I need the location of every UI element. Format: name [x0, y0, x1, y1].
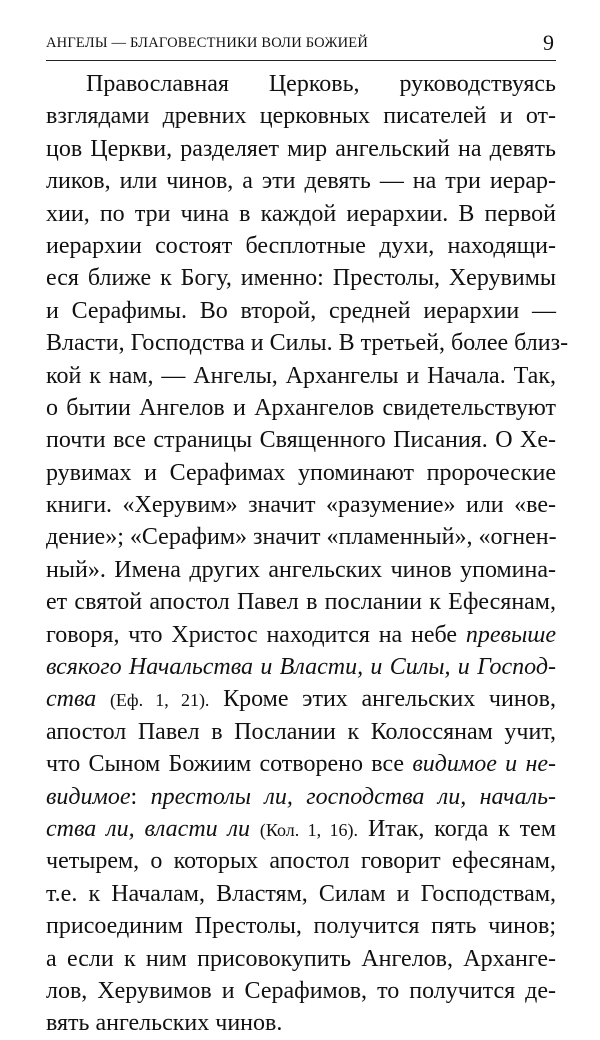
- text-segment: апостол Павел в Послании к Колоссянам учит,: [46, 718, 556, 745]
- italic-text: видимое и не-: [412, 751, 557, 778]
- text-segment: иерархии состоят бесплотные духи, находящи-: [46, 232, 556, 259]
- text-line: [46, 910, 556, 942]
- text-segment: хии, по три чина в каждой иерархии. В первой: [46, 200, 556, 227]
- text-segment: ликов, или чинов, а эти девять — на три иерар-: [46, 168, 556, 195]
- text-segment: [250, 816, 260, 842]
- text-line: [46, 360, 556, 392]
- text-line: [46, 716, 556, 748]
- text-line: [46, 327, 569, 359]
- text-segment: еся ближе к Богу, именно: Престолы, Херувимы: [46, 265, 556, 292]
- text-line: [46, 230, 556, 262]
- text-line: [46, 100, 556, 132]
- text-segment: говоря, что Христос находится на небе: [46, 621, 466, 648]
- text-line: [46, 943, 556, 975]
- text-line: [46, 651, 556, 683]
- text-segment: о бытии Ангелов и Архангелов свидетельствуют: [46, 394, 556, 421]
- italic-text: престолы ли, господства ли, началь-: [150, 783, 556, 810]
- text-segment: а если к ним присовокупить Ангелов, Арханге-: [46, 945, 556, 972]
- running-head-title: АНГЕЛЫ — БЛАГОВЕСТНИКИ ВОЛИ БОЖИЕЙ: [46, 35, 369, 51]
- text-line: [46, 813, 556, 845]
- text-line: [46, 457, 556, 489]
- text-line: [46, 1007, 556, 1039]
- text-line: [46, 975, 556, 1007]
- text-segment: взглядами древних церковных писателей и от-: [46, 103, 556, 130]
- text-segment: присоединим Престолы, получится пять чинов;: [46, 913, 556, 940]
- text-segment: книги. «Херувим» значит «разумение» или «ве-: [46, 492, 556, 519]
- scripture-reference: (Еф. 1, 21).: [109, 690, 210, 711]
- text-line: [46, 198, 556, 230]
- italic-text: превыше: [465, 621, 556, 648]
- italic-text: всякого Начальства и Власти, и Силы, и Господ-: [46, 654, 556, 681]
- text-line: [46, 133, 556, 165]
- page-number: 9: [543, 30, 554, 55]
- text-line: [46, 262, 556, 294]
- italic-text: ства: [46, 686, 97, 713]
- text-line: [46, 878, 556, 910]
- text-segment: [96, 686, 110, 712]
- text-segment: т.е. к Началам, Властям, Силам и Господствам,: [46, 880, 556, 907]
- text-segment: что Сыном Божиим сотворено все: [46, 751, 413, 778]
- text-segment: кой к нам, — Ангелы, Архангелы и Начала. Так,: [46, 362, 556, 389]
- text-segment: ет святой апостол Павел в послании к Ефесянам,: [46, 589, 556, 616]
- text-line: [46, 165, 556, 197]
- text-line: [46, 554, 556, 586]
- text-line: [46, 619, 556, 651]
- text-segment: вять ангельских чинов.: [46, 1010, 283, 1037]
- italic-text: ства ли, власти ли: [46, 815, 251, 842]
- text-line: [46, 424, 556, 456]
- text-line: [46, 748, 556, 780]
- text-line: [46, 845, 556, 877]
- text-line: [46, 586, 556, 618]
- text-segment: цов Церкви, разделяет мир ангельский на девять: [46, 135, 556, 162]
- text-line: [46, 781, 556, 813]
- text-segment: почти все страницы Священного Писания. О Хе-: [46, 427, 556, 454]
- text-segment: рувимах и Серафимах упоминают пророческие: [46, 459, 556, 486]
- text-segment: четырем, о которых апостол говорит ефесянам,: [46, 848, 556, 875]
- text-line: [46, 295, 556, 327]
- text-segment: Итак, когда к тем: [358, 815, 557, 842]
- scripture-reference: (Кол. 1, 16).: [259, 819, 359, 840]
- body-text: [46, 68, 569, 1040]
- text-line: [46, 392, 556, 424]
- text-segment: ный». Имена других ангельских чинов упомина-: [46, 556, 556, 583]
- text-line: [46, 489, 556, 521]
- text-segment: :: [130, 783, 151, 810]
- text-line: [46, 683, 556, 715]
- text-segment: и Серафимы. Во второй, средней иерархии —: [46, 297, 556, 324]
- italic-text: видимое: [46, 783, 131, 810]
- text-segment: Православная Церковь, руководствуясь: [86, 71, 556, 97]
- running-head: [46, 30, 556, 61]
- text-segment: Кроме этих ангельских чинов,: [209, 686, 557, 713]
- text-segment: Власти, Господства и Силы. В третьей, более близ-: [46, 330, 569, 357]
- text-segment: дение»; «Серафим» значит «пламенный», «огнен-: [46, 524, 557, 551]
- text-line: [46, 521, 556, 553]
- text-line: [46, 68, 556, 100]
- text-segment: лов, Херувимов и Серафимов, то получится де-: [46, 977, 556, 1004]
